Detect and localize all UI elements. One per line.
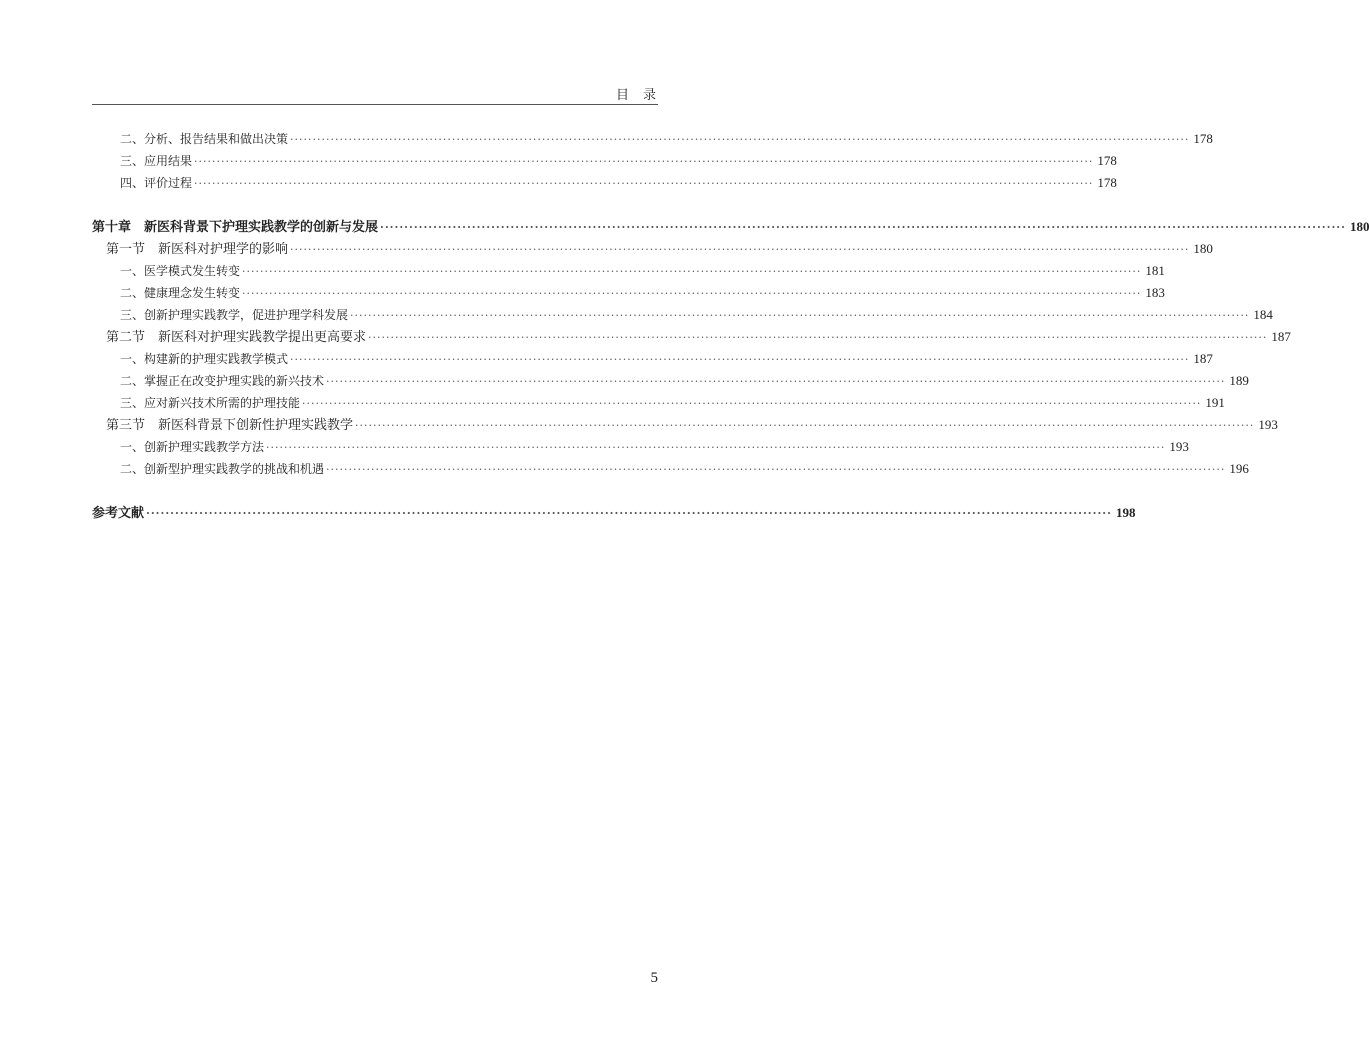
table-of-contents bbox=[92, 128, 1369, 524]
toc-entry-page: 183 bbox=[1145, 285, 1165, 300]
toc-dot-leader: ········································································································································································································ bbox=[380, 221, 1346, 234]
toc-dot-leader: ········································································································································································································ bbox=[326, 375, 1226, 388]
page-number: 5 bbox=[650, 970, 658, 986]
toc-entry-page: 198 bbox=[1115, 505, 1136, 520]
toc-entry[interactable] bbox=[92, 150, 1117, 172]
toc-entry[interactable] bbox=[92, 348, 1213, 370]
toc-dot-leader: ········································································································································································································ bbox=[290, 353, 1190, 366]
toc-references-entry[interactable] bbox=[92, 502, 1136, 524]
toc-entry-page: 178 bbox=[1097, 175, 1117, 190]
toc-entry-label: 第二节 新医科对护理实践教学提出更高要求 bbox=[106, 330, 367, 345]
toc-dot-leader: ········································································································································································································ bbox=[326, 463, 1226, 476]
toc-spacer bbox=[92, 480, 658, 502]
toc-entry-label: 第三节 新医科背景下创新性护理实践教学 bbox=[106, 418, 354, 433]
toc-entry-page: 193 bbox=[1258, 417, 1278, 432]
toc-entry-label: 四、评价过程 bbox=[120, 176, 193, 190]
toc-entry[interactable] bbox=[92, 282, 1165, 304]
toc-dot-leader: ········································································································································································································ bbox=[302, 397, 1202, 410]
toc-entry[interactable] bbox=[92, 392, 1225, 414]
toc-section-entry[interactable] bbox=[92, 414, 1278, 436]
toc-entry-label: 一、医学模式发生转变 bbox=[120, 264, 241, 278]
toc-dot-leader: ········································································································································································································ bbox=[368, 331, 1268, 344]
toc-entry-label: 一、构建新的护理实践教学模式 bbox=[120, 352, 289, 366]
toc-entry[interactable] bbox=[92, 436, 1189, 458]
toc-dot-leader: ········································································································································································································ bbox=[350, 309, 1250, 322]
toc-entry-label: 三、创新护理实践教学，促进护理学科发展 bbox=[120, 308, 349, 322]
toc-entry-label: 第十章 新医科背景下护理实践教学的创新与发展 bbox=[92, 220, 379, 235]
toc-entry-page: 178 bbox=[1097, 153, 1117, 168]
toc-entry-page: 184 bbox=[1253, 307, 1273, 322]
toc-entry[interactable] bbox=[92, 128, 1213, 150]
toc-dot-leader: ········································································································································································································ bbox=[290, 133, 1190, 146]
toc-entry-page: 181 bbox=[1145, 263, 1165, 278]
toc-section-entry[interactable] bbox=[92, 326, 1291, 348]
toc-entry-page: 180 bbox=[1193, 241, 1213, 256]
toc-entry-label: 一、创新护理实践教学方法 bbox=[120, 440, 265, 454]
toc-spacer bbox=[92, 194, 658, 216]
toc-dot-leader: ········································································································································································································ bbox=[242, 287, 1142, 300]
toc-dot-leader: ········································································································································································································ bbox=[290, 243, 1190, 256]
running-header-title: 目录 bbox=[615, 88, 670, 103]
toc-entry-label: 二、分析、报告结果和做出决策 bbox=[120, 132, 289, 146]
toc-entry-page: 189 bbox=[1229, 373, 1249, 388]
toc-entry-label: 三、应用结果 bbox=[120, 154, 193, 168]
toc-dot-leader: ········································································································································································································ bbox=[194, 155, 1094, 168]
toc-entry-label: 第一节 新医科对护理学的影响 bbox=[106, 242, 289, 257]
toc-chapter-entry[interactable] bbox=[92, 216, 1369, 238]
toc-entry[interactable] bbox=[92, 260, 1165, 282]
toc-entry-page: 196 bbox=[1229, 461, 1249, 476]
toc-entry-page: 187 bbox=[1271, 329, 1291, 344]
header-rule bbox=[92, 104, 658, 105]
toc-entry-page: 180 bbox=[1349, 219, 1369, 234]
toc-entry-label: 参考文献 bbox=[92, 506, 145, 521]
toc-entry-label: 三、应对新兴技术所需的护理技能 bbox=[120, 396, 301, 410]
toc-dot-leader: ········································································································································································································ bbox=[355, 419, 1255, 432]
toc-entry-page: 193 bbox=[1169, 439, 1189, 454]
toc-section-entry[interactable] bbox=[92, 238, 1213, 260]
toc-dot-leader: ········································································································································································································ bbox=[146, 507, 1112, 520]
toc-entry[interactable] bbox=[92, 370, 1249, 392]
toc-entry-label: 二、健康理念发生转变 bbox=[120, 286, 241, 300]
toc-dot-leader: ········································································································································································································ bbox=[266, 441, 1166, 454]
toc-entry-label: 二、掌握正在改变护理实践的新兴技术 bbox=[120, 374, 325, 388]
toc-dot-leader: ········································································································································································································ bbox=[194, 177, 1094, 190]
toc-entry[interactable] bbox=[92, 304, 1273, 326]
toc-entry[interactable] bbox=[92, 172, 1117, 194]
toc-dot-leader: ········································································································································································································ bbox=[242, 265, 1142, 278]
toc-entry-label: 二、创新型护理实践教学的挑战和机遇 bbox=[120, 462, 325, 476]
toc-entry-page: 178 bbox=[1193, 131, 1213, 146]
toc-entry-page: 187 bbox=[1193, 351, 1213, 366]
toc-entry-page: 191 bbox=[1205, 395, 1225, 410]
toc-entry[interactable] bbox=[92, 458, 1249, 480]
